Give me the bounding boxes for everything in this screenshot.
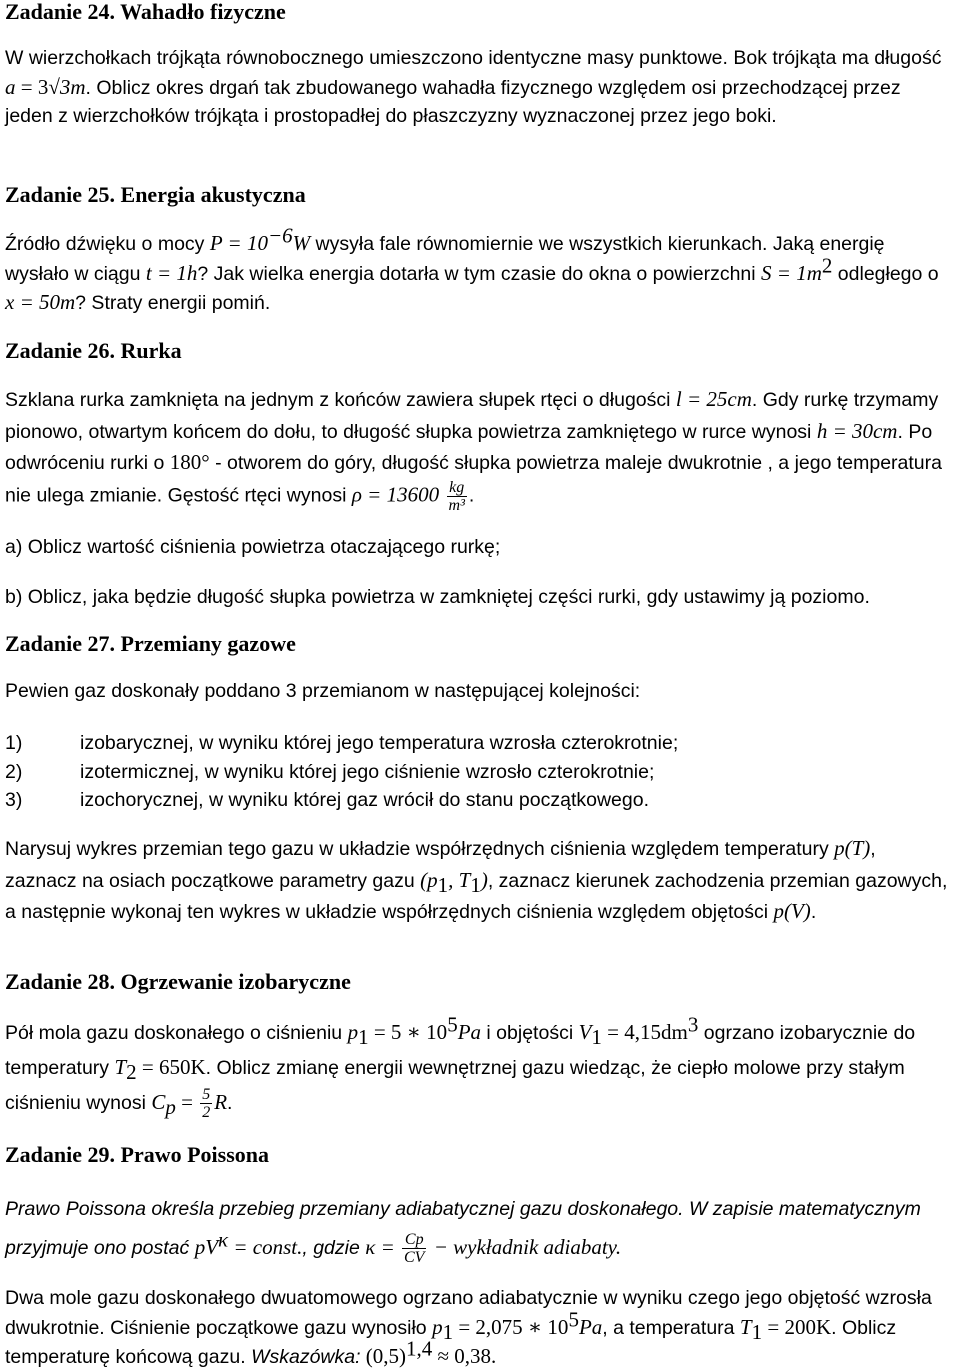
density-unit-fraction: $\frac{kg}{\text{m³}}$ (448, 478, 465, 514)
task-29-title: Zadanie 29. Prawo Poissona (5, 1142, 270, 1167)
task-26-text: Szklana rurka zamknięta na jednym z końców zawiera słupek rtęci o długości l = 25cm. Gdy rurkę trzymamy pionowo, otwartym końcem do dołu, to długość słupka powietrza zamkniętego w rurce wynosi h = 30cm. Po odwróceniu rurki o 180° - otworem do góry, długość słupka powietrza maleje dwukrotnie , a jego temperatura nie ulega zmianie. Gęstość rtęci wynosi ρ = 13600 $\frac{kg}{\text{m³}}$ . (5, 387, 942, 514)
task-27-title: Zadanie 27. Przemiany gazowe (5, 631, 296, 656)
list-item: 2) izotermicznej, w wyniku której jego ciśnienie wzrosło czterokrotnie; (5, 760, 655, 783)
task-28-title: Zadanie 28. Ogrzewanie izobaryczne (5, 969, 351, 994)
list-item: 3) izochorycznej, w wyniku której gaz wrócił do stanu początkowego. (5, 789, 650, 811)
task-28-text: Pół mola gazu doskonałego o ciśnieniu $p_1 = 5$ ∗ $10^5Pa$ i objętości $V_1 = 4,15dm^3$ ogrzano izobarycznie do temperatury $T_2 = 650K$. Oblicz zmianę energii wewnętrznej gazu wiedząc, że ciepło molowe przy stałym ciśnieniu wynosi $C_p$ = $\frac{5}{2}$ R. (5, 1012, 916, 1122)
task-25-title: Zadanie 25. Energia akustyczna (5, 182, 306, 207)
task-27-text: Narysuj wykres przemian tego gazu w układzie współrzędnych ciśnienia względem temperatury p(T), zaznacz na osiach początkowe parametry gazu ($p_1$, $T_1$), zaznacz kierunek zachodzenia przemian gazowych, a następnie wykonaj ten wykres w układzie współrzędnych ciśnienia względem objętości p(V). (5, 836, 948, 923)
task-26-part-b: b) Oblicz, jaka będzie długość słupka powietrza w zamkniętej części rurki, gdy ustawimy ją poziomo. (5, 586, 870, 608)
task-26-title: Zadanie 26. Rurka (5, 338, 182, 363)
task-24-title: Zadanie 24. Wahadło fizyczne (5, 0, 286, 24)
task-24-text: W wierzchołkach trójkąta równobocznego umieszczono identyczne masy punktowe. Bok trójkąta ma długość a = 3√3m. Oblicz okres drgań tak zbudowanego wahadła fizycznego względem osi przechodzącej przez jeden z wierzchołków trójkąta i prostopadłej do płaszczyzny wyznaczonej przez jego boki. (5, 47, 942, 127)
cp-fraction: $\frac{5}{2}$ (202, 1086, 211, 1122)
list-item: 1) izobarycznej, w wyniku której jego temperatura wzrosła czterokrotnie; (5, 732, 679, 754)
task-26-part-a: a) Oblicz wartość ciśnienia powietrza otaczającego rurkę; (5, 536, 501, 558)
task-27-intro: Pewien gaz doskonały poddano 3 przemianom w następującej kolejności: (5, 680, 641, 702)
kappa-fraction: $\frac{Cp}{CV}$ (404, 1231, 425, 1267)
task-27-list (5, 729, 950, 815)
task-25-text: Źródło dźwięku o mocy $P = 10^{-6}W$ wysyła fale równomiernie we wszystkich kierunkach. Jaką energię wysłało w ciągu t = 1h? Jak wielka energia dotarła w tym czasie do okna o powierzchni $S = 1m^2$ odległego o x = 50m? Straty energii pomiń. (5, 223, 939, 314)
task-29-definition: Prawo Poissona określa przebieg przemiany adiabatycznej gazu doskonałego. W zapisie matematycznym przyjmuje ono postać $pV^\kappa$ = const., gdzie κ = $\frac{Cp}{CV}$ − wykładnik adiabaty. (5, 1198, 921, 1267)
task-29-text: Dwa mole gazu doskonałego dwuatomowego ogrzano adiabatycznie w wyniku czego jego objętość wzrosła dwukrotnie. Ciśnienie początkowe gazu wynosiło $p_1 = 2,075$ ∗ $10^5Pa$, a temperatura $T_1 = 200K$. Oblicz temperaturę końcową gazu. Wskazówka: $(0,5)^{1,4} \approx 0,38$. (5, 1287, 932, 1368)
